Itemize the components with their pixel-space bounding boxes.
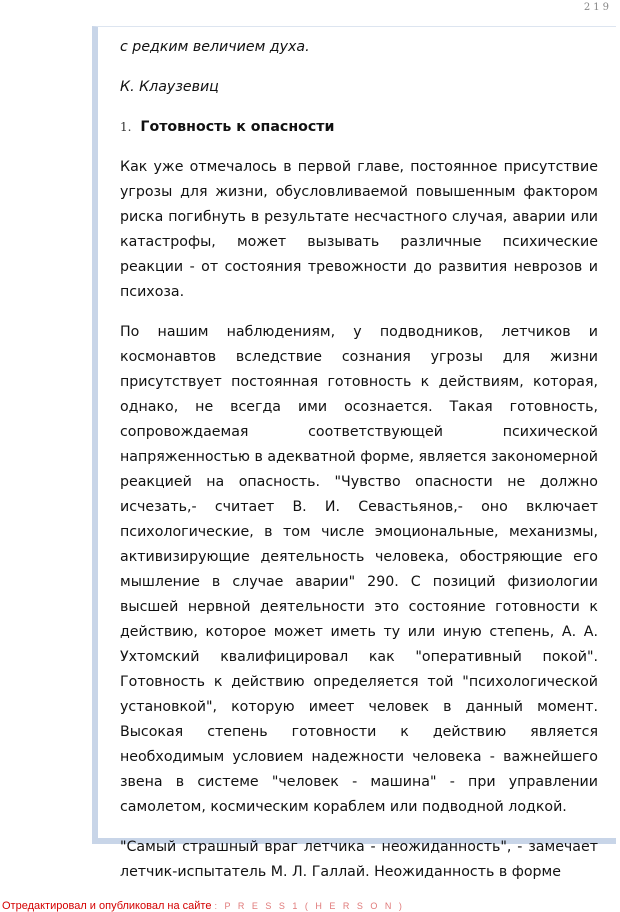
section-heading	[120, 115, 598, 140]
section-title: Готовность к опасности	[140, 119, 335, 135]
section-number: 1.	[120, 120, 132, 134]
epigraph-end: с редким величием духа.	[120, 39, 310, 55]
paragraph-2: По нашим наблюдениям, у подводников, летчиков и космонавтов вследствие сознания угрозы для жизни присутствует постоянная готовность к действиям, которая, однако, не всегда ими осознается. Такая готовность, сопровождаемая соответствующей психической напряженностью в адекватной форме, является закономерной реакцией на опасность. "Чувство опасности не должно исчезать,- считает В. И. Севастьянов,- оно включает психологические, в том числе эмоциональные, механизмы, активизирующие деятельность человека, обостряющие его мышление в случае аварии" 290. С позиций физиологии высшей нервной деятельности это состояние готовности к действию, которое может иметь ту или иную степень, А. А. Ухтомский квалифицировал как "оперативный покой". Готовность к действию определяется той "психологической установкой", которую имеет человек в данный момент. Высокая степень готовности к действию является необходимым условием надежности человека - важнейшего звена в системе "человек - машина" - при управлении самолетом, космическим кораблем или подводной лодкой.	[120, 324, 598, 815]
footer-brand[interactable]: : P R E S S 1 ( H E R S O N )	[214, 901, 405, 911]
paragraph-3: "Самый страшный враг летчика - неожиданность", - замечает летчик-испытатель М. Л. Галлай. Неожиданность в форме	[120, 839, 598, 880]
text-frame	[92, 26, 616, 880]
text-body	[120, 35, 598, 885]
footer-text: Отредактировал и опубликовал на сайте	[2, 900, 212, 912]
page-number: 219	[583, 2, 612, 13]
footer-credit	[2, 900, 404, 912]
paragraph-1: Как уже отмечалось в первой главе, постоянное присутствие угрозы для жизни, обусловливаемой повышенным фактором риска погибнуть в результате несчастного случая, аварии или катастрофы, может вызывать различные психические реакции - от состояния тревожности до развития неврозов и психоза.	[120, 159, 598, 300]
epigraph-author: К. Клаузевиц	[120, 79, 219, 95]
